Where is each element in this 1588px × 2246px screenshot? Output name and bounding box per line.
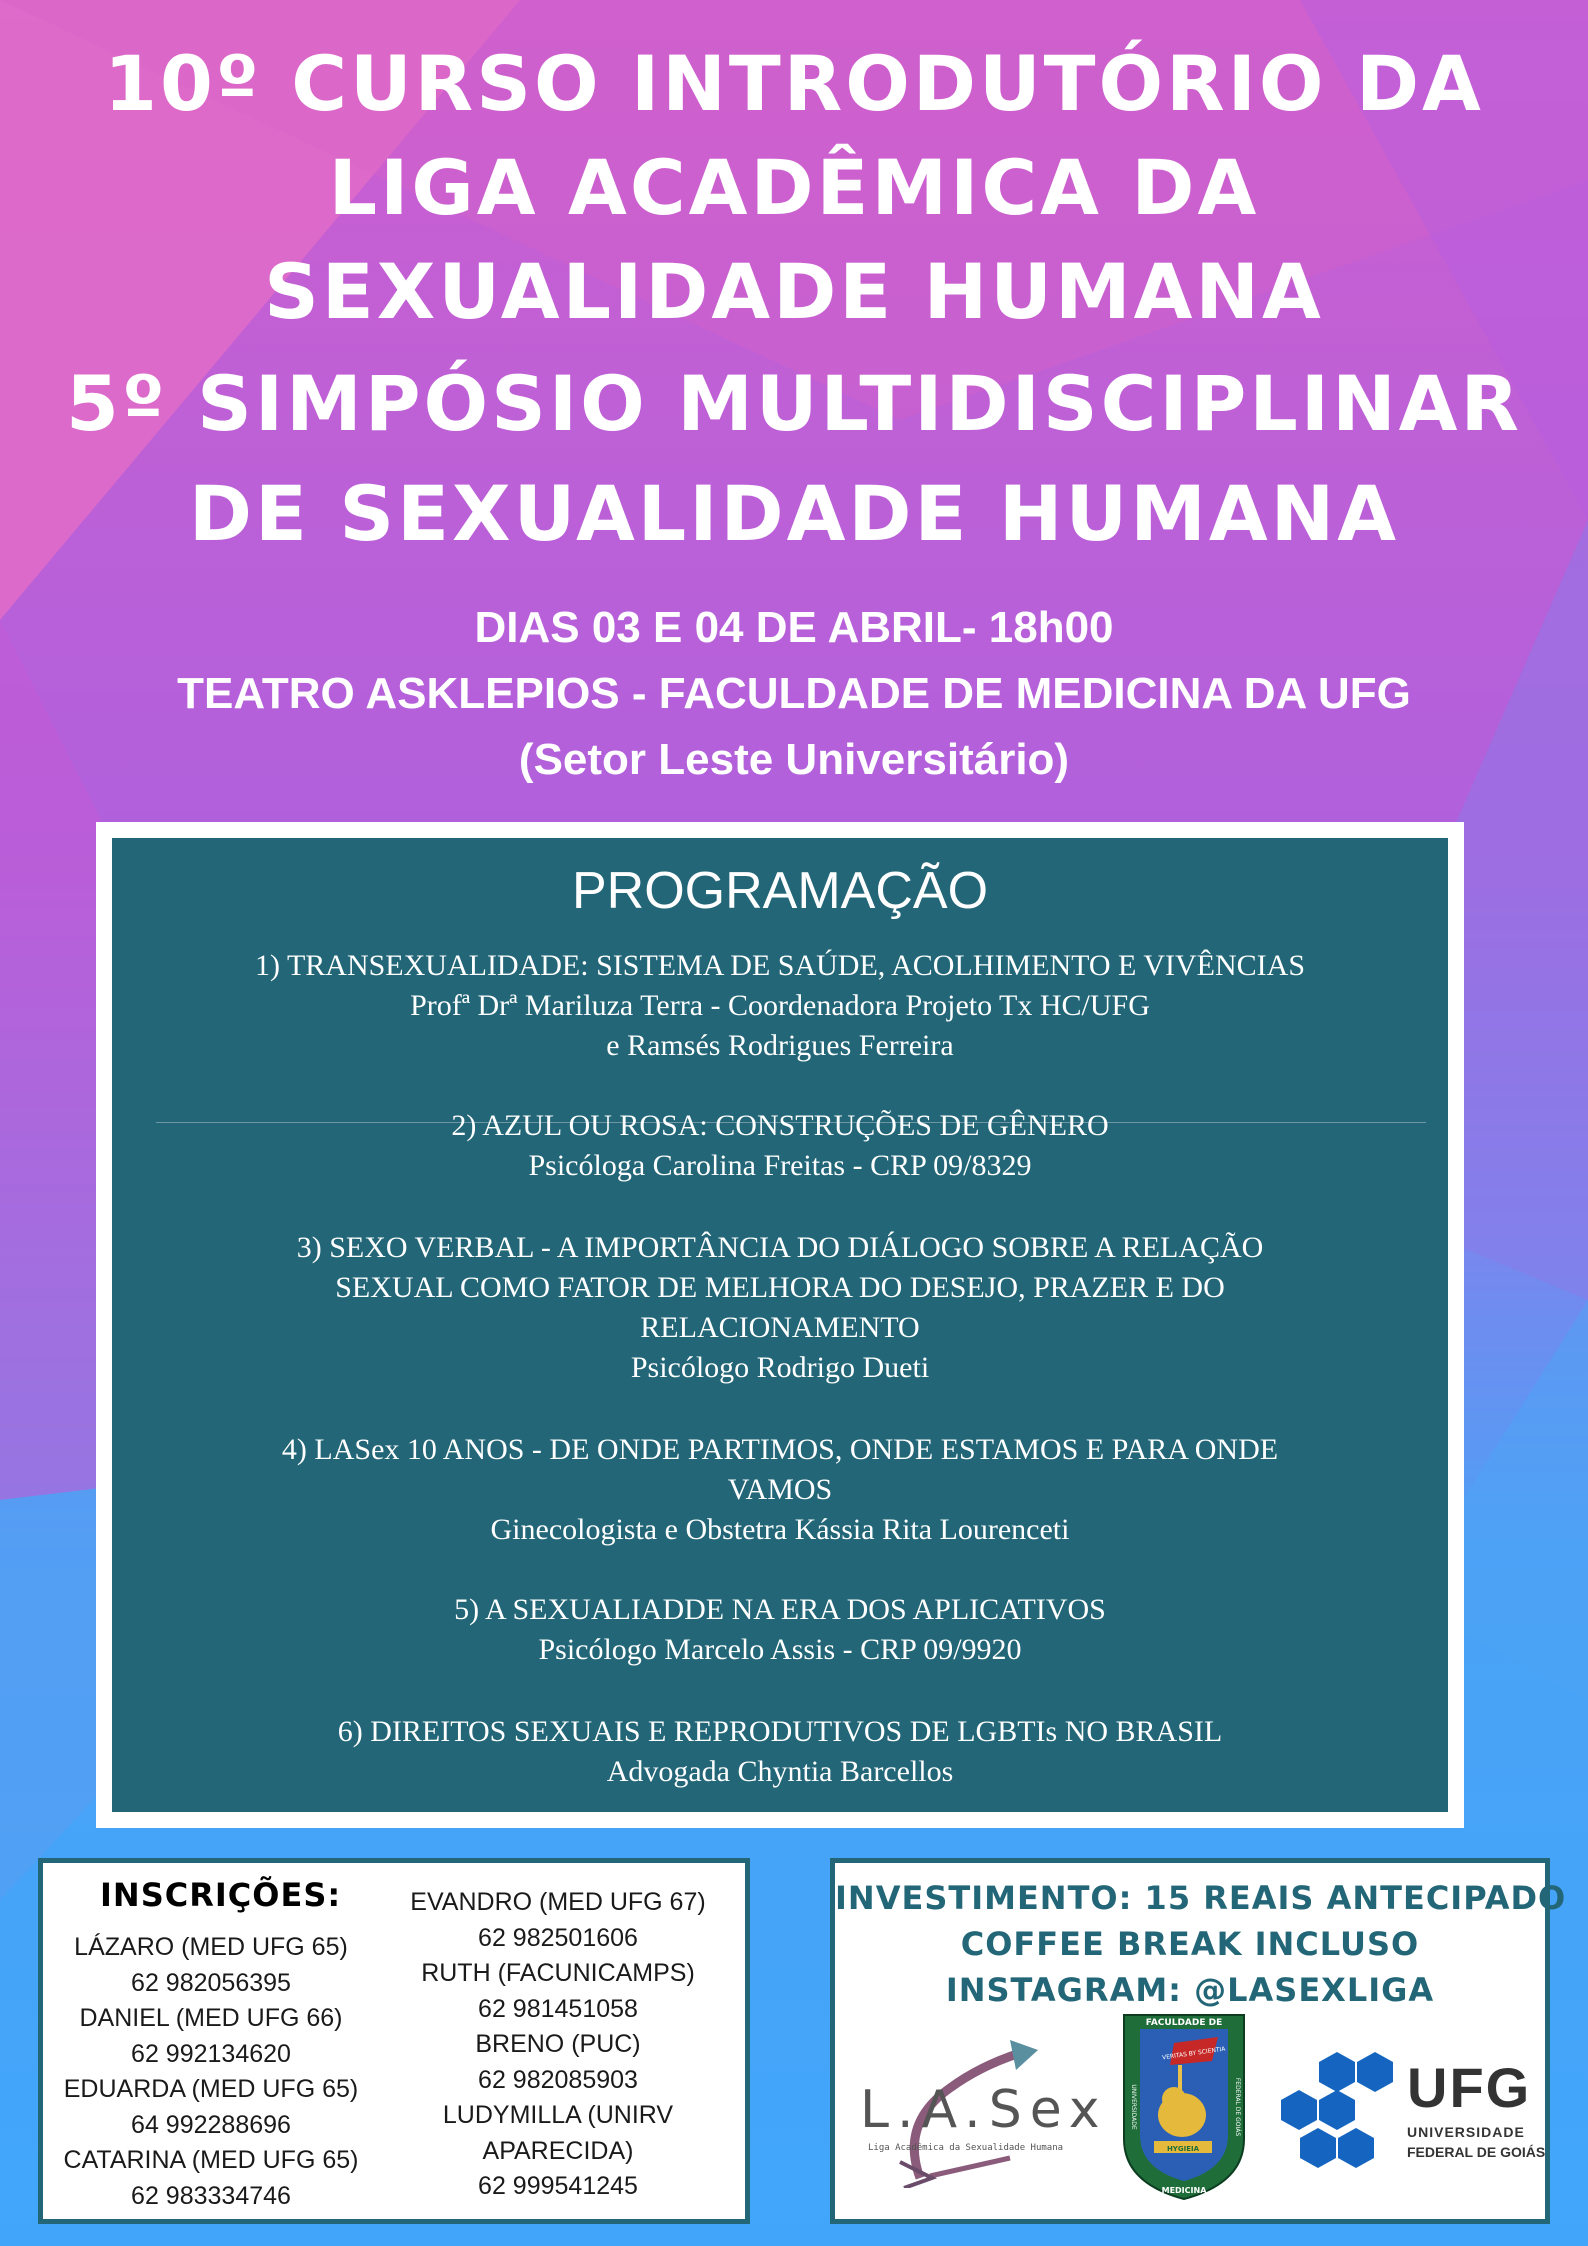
ufg-line-1: UNIVERSIDADE <box>1407 2124 1525 2140</box>
program-item-6-title: 6) DIREITOS SEXUAIS E REPRODUTIVOS DE LGBTIs NO BRASIL <box>337 1715 1223 1748</box>
contact-name-cont: APARECIDA) <box>482 2136 634 2165</box>
program-item-4 <box>152 1430 1408 1550</box>
program-item-6 <box>152 1712 1408 1792</box>
program-heading: PROGRAMAÇÃO <box>571 862 989 920</box>
ufg-logo <box>1275 2048 1546 2178</box>
event-date-time: DIAS 03 E 04 DE ABRIL- 18h00 <box>474 603 1114 652</box>
program-item-3-title-3: RELACIONAMENTO <box>640 1311 920 1344</box>
lasex-subtitle: Liga Acadêmica da Sexualidade Humana <box>868 2143 1064 2153</box>
contact-phone: 62 992134620 <box>131 2039 291 2068</box>
crest-bottom-text: MEDICINA <box>1161 2186 1207 2195</box>
title-line-1: 10º CURSO INTRODUTÓRIO DA <box>104 39 1484 128</box>
ufg-line-2: FEDERAL DE GOIÁS <box>1407 2144 1546 2160</box>
crest-ribbon-text: HYGIEIA <box>1166 2145 1200 2153</box>
registration-heading: INSCRIÇÕES: <box>100 1876 342 1914</box>
contact-phone: 64 992288696 <box>131 2110 291 2139</box>
program-item-3-title-1: 3) SEXO VERBAL - A IMPORTÂNCIA DO DIÁLOGO SOBRE A RELAÇÃO <box>296 1231 1264 1264</box>
contact-name: DANIEL (MED UFG 66) <box>79 2004 343 2032</box>
contact-phone: 62 982501606 <box>478 1923 638 1952</box>
program-frame <box>96 822 1464 1828</box>
contact-name: EVANDRO (MED UFG 67) <box>410 1888 706 1916</box>
program-item-4-speaker: Ginecologista e Obstetra Kássia Rita Lourenceti <box>490 1513 1070 1546</box>
coffee-break-note: COFFEE BREAK INCLUSO <box>960 1925 1420 1963</box>
ufg-acronym: UFG <box>1407 2056 1532 2119</box>
ufg-hexagons-icon <box>1275 2048 1401 2178</box>
contact-phone: 62 983334746 <box>131 2181 291 2210</box>
lasex-letters: L.A.Sex <box>860 2080 1108 2140</box>
registration-left-column <box>51 1930 371 2214</box>
contact-name: EDUARDA (MED UFG 65) <box>63 2075 359 2103</box>
title-line-5: DE SEXUALIDADE HUMANA <box>188 469 1400 558</box>
program-item-2-speaker: Psicóloga Carolina Freitas - CRP 09/8329 <box>528 1149 1032 1182</box>
lasex-logo <box>860 2028 1110 2188</box>
contact-name: CATARINA (MED UFG 65) <box>63 2146 359 2174</box>
investment-price: INVESTIMENTO: 15 REAIS ANTECIPADO <box>835 1879 1567 1917</box>
registration-right-column <box>383 1885 733 2205</box>
program-item-5-title: 5) A SEXUALIADDE NA ERA DOS APLICATIVOS <box>454 1593 1106 1626</box>
contact-name: LÁZARO (MED UFG 65) <box>74 1933 348 1961</box>
program-item-5 <box>152 1590 1408 1670</box>
program-item-1-speaker: Profª Drª Mariluza Terra - Coordenadora Projeto Tx HC/UFG <box>410 989 1150 1022</box>
crest-right-text: FEDERAL DE GOIÁS <box>1234 2077 1241 2137</box>
contact-name: BRENO (PUC) <box>475 2030 641 2058</box>
program-item-4-title-2: VAMOS <box>727 1473 833 1506</box>
program-item-4-title-1: 4) LASex 10 ANOS - DE ONDE PARTIMOS, ONDE ESTAMOS E PARA ONDE <box>281 1433 1279 1466</box>
event-sector: (Setor Leste Universitário) <box>518 735 1070 784</box>
program-item-2-title: 2) AZUL OU ROSA: CONSTRUÇÕES DE GÊNERO <box>451 1109 1109 1142</box>
crest-top-text: FACULDADE DE <box>1145 2018 1223 2028</box>
shield-crest-icon <box>1120 2011 1248 2201</box>
investment-box <box>830 1858 1567 2224</box>
contact-name: RUTH (FACUNICAMPS) <box>421 1959 695 1987</box>
crest-banner-text: VERITAS BY SCIENTIA <box>1161 2045 1226 2062</box>
program-item-1 <box>152 946 1408 1066</box>
program-item-5-speaker: Psicólogo Marcelo Assis - CRP 09/9920 <box>538 1633 1022 1666</box>
event-venue: TEATRO ASKLEPIOS - FACULDADE DE MEDICINA DA UFG <box>177 669 1411 718</box>
program-item-3-speaker: Psicólogo Rodrigo Dueti <box>630 1351 930 1384</box>
program-item-6-speaker: Advogada Chyntia Barcellos <box>606 1755 954 1788</box>
registration-box <box>38 1858 750 2224</box>
title-line-4: 5º SIMPÓSIO MULTIDISCIPLINAR <box>65 359 1523 448</box>
crest-left-text: UNIVERSIDADE <box>1130 2084 1137 2130</box>
contact-phone: 62 999541245 <box>478 2172 638 2200</box>
program-item-1-speaker-2: e Ramsés Rodrigues Ferreira <box>606 1029 954 1062</box>
program-item-3-title-2: SEXUAL COMO FATOR DE MELHORA DO DESEJO, PRAZER E DO <box>335 1271 1225 1304</box>
instagram-handle: INSTAGRAM: @LASEXLIGA <box>945 1971 1435 2009</box>
program-item-1-title: 1) TRANSEXUALIDADE: SISTEMA DE SAÚDE, ACOLHIMENTO E VIVÊNCIAS <box>255 949 1305 982</box>
program-box <box>112 838 1448 1812</box>
contact-phone: 62 982085903 <box>478 2065 638 2094</box>
title-line-3: SEXUALIDADE HUMANA <box>264 247 1324 336</box>
faculdade-medicina-crest <box>1120 2011 1248 2201</box>
program-item-3 <box>152 1228 1408 1388</box>
title-line-2: LIGA ACADÊMICA DA <box>328 143 1260 232</box>
contact-phone: 62 982056395 <box>131 1968 291 1997</box>
contact-name: LUDYMILLA (UNIRV <box>442 2101 674 2129</box>
contact-phone: 62 981451058 <box>478 1994 638 2023</box>
program-item-2 <box>152 1106 1408 1186</box>
